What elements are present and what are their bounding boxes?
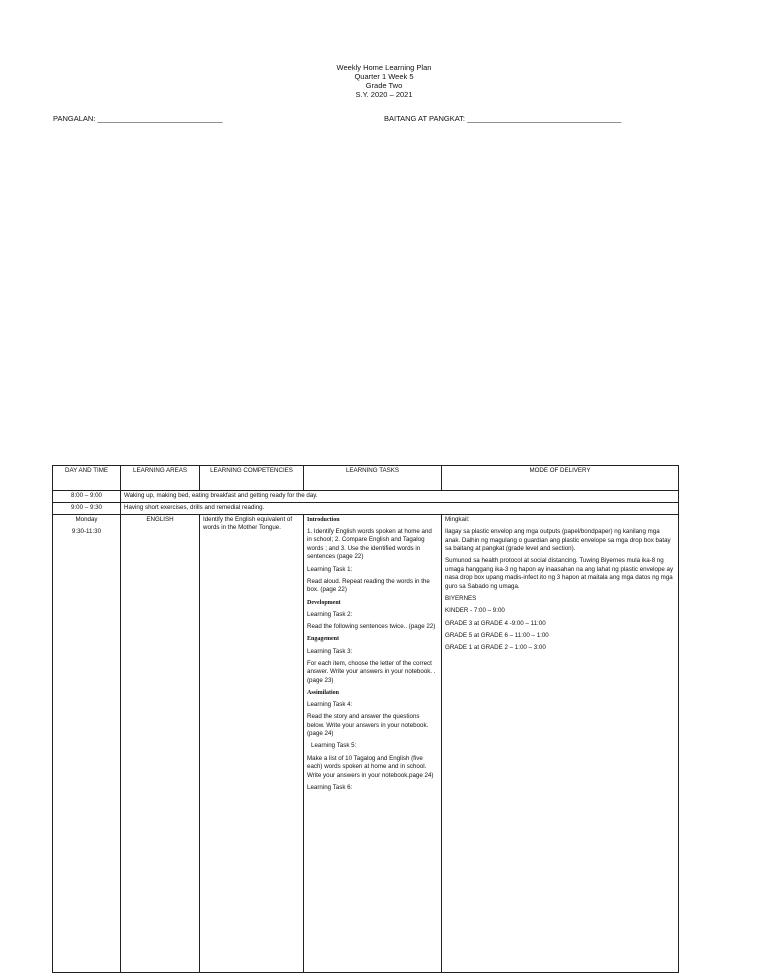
competency-cell: Identify the English equivalent of words in the Mother Tongue. — [200, 515, 304, 973]
section-introduction: Introduction — [307, 517, 340, 523]
task-text: Read aloud. Repeat reading the words in the box. (page 22) — [307, 577, 430, 594]
document-title: Weekly Home Learning Plan — [336, 63, 432, 72]
mode-of-delivery-cell — [442, 515, 679, 973]
document-header — [0, 63, 768, 99]
grade-label: Grade Two — [365, 81, 403, 90]
row-time: 8:00 – 9:00 — [53, 491, 121, 503]
row-time: 9:00 – 9:30 — [53, 503, 121, 515]
row-activity: Having short exercises, drills and remedial reading. — [121, 503, 679, 515]
table-row — [53, 503, 679, 515]
learning-tasks-cell — [304, 515, 442, 973]
header-day-time: DAY AND TIME — [53, 466, 121, 491]
task-text: Read the following sentences twice.. (page 22) — [307, 623, 436, 631]
header-learning-competencies: LEARNING COMPETENCIES — [200, 466, 304, 491]
schedule-item: GRADE 3 at GRADE 4 -9:00 – 11:00 — [445, 619, 546, 627]
mode-paragraph: Ilagay sa plastic envelop ang mga outputs (papel/bondpaper) ng kanilang mga anak. Dalhin ng magulang o guardian ang plastic envelope sa mga drop box batay sa baitang at pangkat (grade level and section). — [445, 528, 671, 553]
day-label: Monday — [75, 516, 98, 523]
task-heading: Learning Task 2: — [307, 610, 353, 618]
learning-area-cell: ENGLISH — [121, 515, 200, 973]
quarter-week: Quarter 1 Week 5 — [354, 72, 414, 81]
time-label: 9:30-11:30 — [71, 528, 102, 536]
task-heading: Learning Task 1: — [307, 565, 353, 573]
mode-heading: Mingkail: — [445, 516, 470, 523]
grade-section-field: BAITANG AT PANGKAT: _____________________________________ — [384, 114, 622, 123]
schedule-item: KINDER - 7:00 – 9:00 — [445, 607, 505, 615]
section-assimilation: Assimilation — [307, 689, 340, 696]
header-mode-of-delivery: MODE OF DELIVERY — [442, 466, 679, 491]
header-learning-areas: LEARNING AREAS — [121, 466, 200, 491]
schedule-day: BIYERNES — [445, 594, 477, 602]
task-heading: Learning Task 3: — [307, 647, 353, 655]
task-heading: Learning Task 4: — [307, 701, 353, 709]
table-header-row — [53, 466, 679, 491]
name-field: PANGALAN: ______________________________ — [53, 114, 223, 123]
schedule-item: GRADE 1 at GRADE 2 – 1:00 – 3:00 — [445, 644, 546, 652]
table-row — [53, 491, 679, 503]
school-year: S.Y. 2020 – 2021 — [355, 90, 413, 99]
row-activity: Waking up, making bed, eating breakfast and getting ready for the day. — [121, 491, 679, 503]
schedule-item: GRADE 5 at GRADE 6 – 11:00 – 1:00 — [445, 631, 549, 639]
task-text: Make a list of 10 Tagalog and English (five each) words spoken at home and in school. Write your answers in your notebook.page 24) — [307, 754, 434, 779]
header-learning-tasks: LEARNING TASKS — [304, 466, 442, 491]
section-development: Development — [307, 599, 341, 606]
task-text: Read the story and answer the questions below. Write your answers in your notebook.(page 24) — [307, 713, 429, 738]
learning-plan-table — [52, 465, 679, 973]
table-row — [53, 515, 679, 973]
day-time-cell — [53, 515, 121, 973]
mode-paragraph: Sumunod sa health protocol at social distancing. Tuwing Biyernes mula ika-8 ng umaga hanggang ika-3 ng hapon ay inaasahan na ang lahat ng plastic envelope ay nasa drop box upang madis-infect ito ng 3 hapon at maitala ang mga datos ng mga guro sa Sabado ng umaga. — [445, 557, 674, 590]
task-heading: Learning Task 6: — [307, 783, 353, 791]
section-engagement: Engagement — [307, 636, 339, 643]
task-text: 1. Identify English words spoken at home and in school; 2. Compare English and Tagalog words ; and 3. Use the identified words in sentences (page 22) — [307, 528, 432, 561]
task-text: For each item, choose the letter of the correct answer. Write your answers in your notebook. .(page 23) — [307, 659, 436, 684]
task-heading: Learning Task 5: — [311, 742, 357, 750]
